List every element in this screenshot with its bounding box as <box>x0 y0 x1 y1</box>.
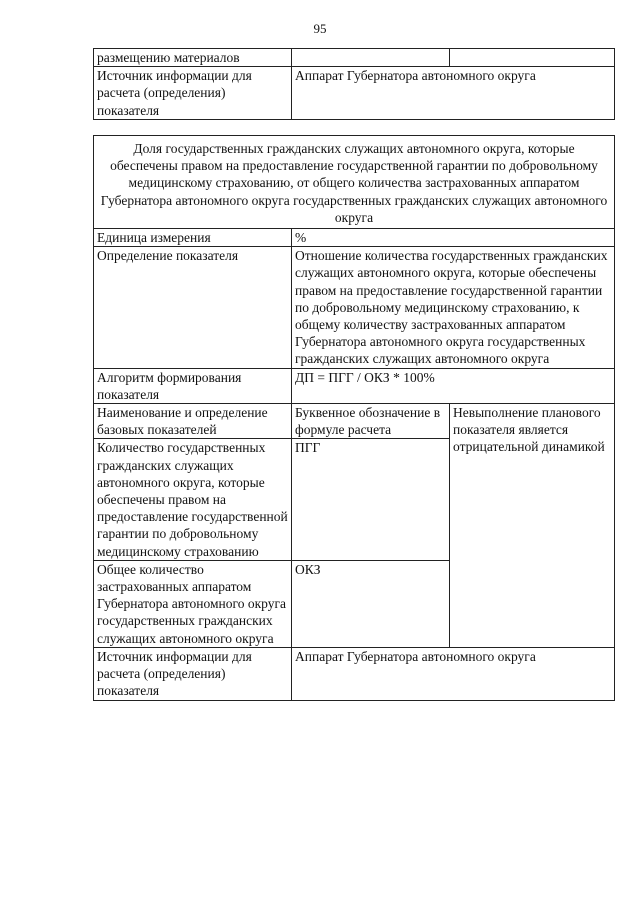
algorithm-label: Алгоритм формирования показателя <box>94 368 292 403</box>
table-row <box>94 368 615 403</box>
base-symbol: ПГГ <box>292 439 450 560</box>
table-row <box>94 647 615 700</box>
definition-label: Определение показателя <box>94 247 292 368</box>
table-row <box>94 247 615 368</box>
empty-cell <box>450 49 615 67</box>
algorithm-formula: ДП = ПГГ / ОКЗ * 100% <box>292 368 615 403</box>
row-label: размещению материалов <box>94 49 292 67</box>
source-value: Аппарат Губернатора автономного округа <box>292 67 615 120</box>
table-row <box>94 67 615 120</box>
table-row <box>94 404 615 439</box>
source-value: Аппарат Губернатора автономного округа <box>292 647 615 700</box>
source-label: Источник информации для расчета (определения) показателя <box>94 67 292 120</box>
empty-cell <box>292 49 450 67</box>
base-symbol-header: Буквенное обозначение в формуле расчета <box>292 404 450 439</box>
indicator-table <box>93 135 615 701</box>
base-note: Невыполнение планового показателя является отрицательной динамикой <box>450 404 615 648</box>
table-row <box>94 136 615 229</box>
table-row <box>94 229 615 247</box>
base-name-header: Наименование и определение базовых показателей <box>94 404 292 439</box>
unit-value: % <box>292 229 615 247</box>
base-name: Общее количество застрахованных аппаратом Губернатора автономного округа государственных гражданских служащих автономного округа <box>94 560 292 647</box>
base-name: Количество государственных гражданских служащих автономного округа, которые обеспечены правом на предоставление государственной гарантии по добровольному медицинскому страхованию <box>94 439 292 560</box>
base-symbol: ОКЗ <box>292 560 450 647</box>
unit-label: Единица измерения <box>94 229 292 247</box>
table-row <box>94 49 615 67</box>
page-number: 95 <box>313 21 327 36</box>
top-table <box>93 48 615 120</box>
indicator-title: Доля государственных гражданских служащих автономного округа, которые обеспечены правом на предоставление государственной гарантии по добровольному медицинскому страхованию, от общего количества застрахованных аппаратом Губернатора автономного округа государственных гражданских служащих автономного округа <box>94 136 615 229</box>
definition-value: Отношение количества государственных гражданских служащих автономного округа, которые обеспечены правом на предоставление государственной гарантии по добровольному медицинскому страхованию, к общему количеству застрахованных аппаратом Губернатора автономного округа государственных гражданских служащих автономного округа <box>292 247 615 368</box>
source-label: Источник информации для расчета (определения) показателя <box>94 647 292 700</box>
